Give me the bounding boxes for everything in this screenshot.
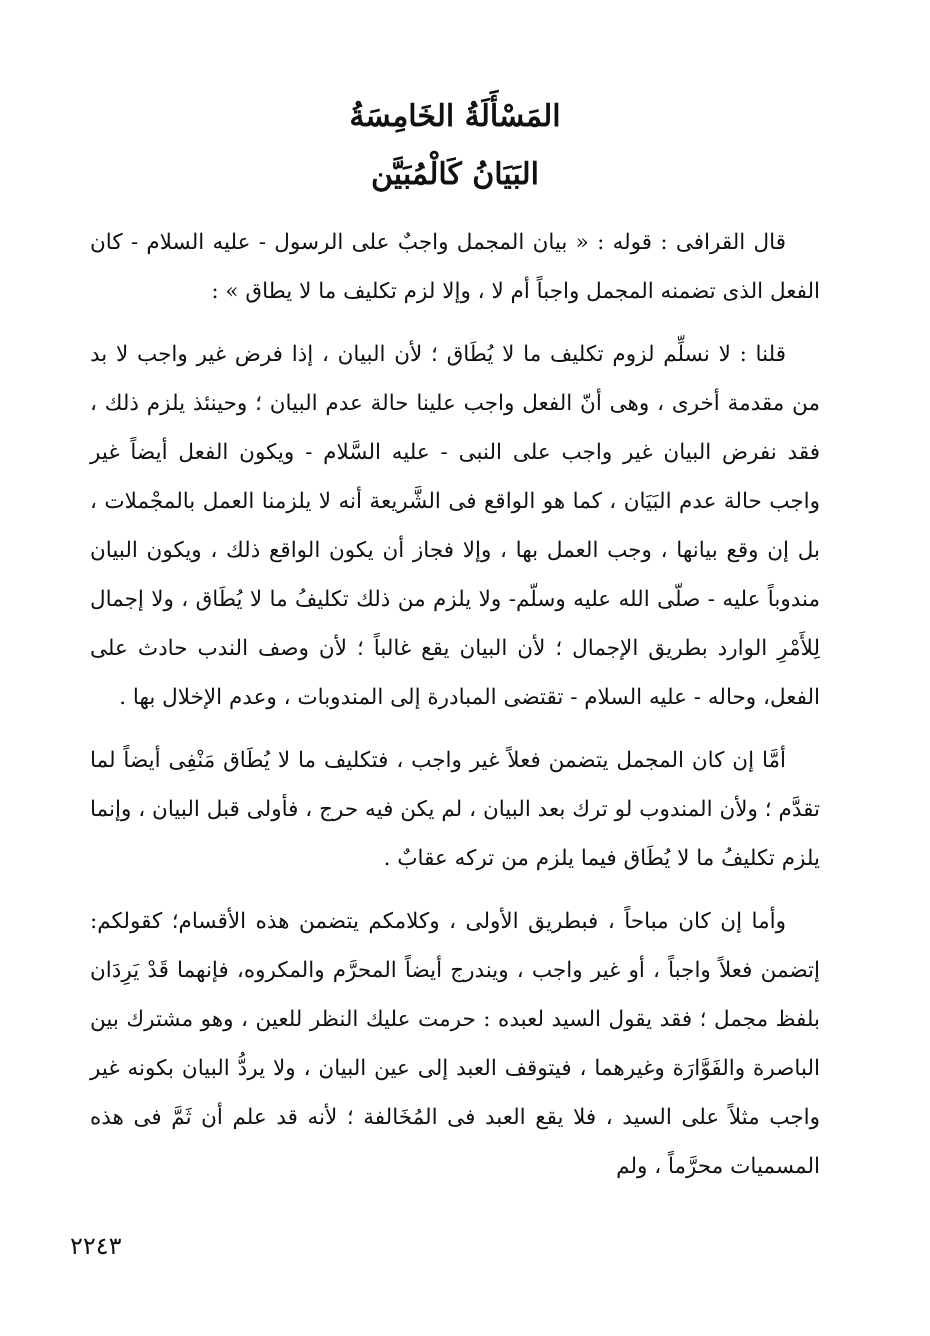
document-page <box>90 80 820 1191</box>
chapter-title: المَسْأَلَةُ الخَامِسَةُ <box>349 99 561 134</box>
paragraph-response: قلنا : لا نسلِّم لزوم تكليف ما لا يُطَاق ؛ لأن البيان ، إذا فرض غير واجب لا بد من مقدمة أخرى ، وهى أنّ الفعل واجب علينا حالة عدم البيان ؛ وحينئذ يلزم ذلك ، فقد نفرض البيان غير واجب على النبى - عليه السَّلام - ويكون الفعل أيضاً غير واجب حالة عدم البَيَان ، كما هو الواقع فى الشَّريعة أنه لا يلزمنا العمل بالمجْملات ، بل إن وقع بيانها ، وجب العمل بها ، وإلا فجاز أن يكون الواقع ذلك ، ويكون البيان مندوباً عليه - صلّى الله عليه وسلّم- ولا يلزم من ذلك تكليفُ ما لا يُطَاق ، ولا إجمال لِلأَمْرِ الوارد بطريق الإجمال ؛ لأن البيان يقع غالباً ؛ لأن وصف الندب حادث على الفعل، وحاله - عليه السلام - تقتضى المبادرة إلى المندوبات ، وعدم الإخلال بها . <box>90 342 820 710</box>
paragraph-quote: قال القرافى : قوله : « بيان المجمل واجبٌ على الرسول - عليه السلام - كان الفعل الذى تضمنه المجمل واجباً أم لا ، وإلا لزم تكليف ما لا يطاق » : <box>90 230 820 304</box>
paragraph-non-obligatory: أمَّا إن كان المجمل يتضمن فعلاً غير واجب ، فتكليف ما لا يُطَاق مَنْفِى أيضاً لما تقدَّم ؛ ولأن المندوب لو ترك بعد البيان ، لم يكن فيه حرج ، فأولى قبل البيان ، وإنما يلزم تكليفُ ما لا يُطَاق فيما يلزم من تركه عقابٌ . <box>90 748 820 871</box>
paragraph-permissible: وأما إن كان مباحاً ، فبطريق الأولى ، وكلامكم يتضمن هذه الأقسام؛ كقولكم: إتضمن فعلاً واجباً ، أو غير واجب ، ويندرج أيضاً المحرَّم والمكروه، فإنهما قَدْ يَرِدَان بلفظ مجمل ؛ فقد يقول السيد لعبده : حرمت عليك النظر للعين ، وهو مشترك بين الباصرة والفَوَّارَة وغيرهما ، فيتوقف العبد إلى عين البيان ، ولا يردُّ البيان بكونه غير واجب مثلاً على السيد ، فلا يقع العبد فى المُخَالفة ؛ لأنه قد علم أن ثَمَّ فى هذه المسميات محرَّماً ، ولم <box>90 909 820 1179</box>
page-number: ٢٢٤٣ <box>70 1232 122 1260</box>
chapter-subtitle: البَيَانُ كَالْمُبَيَّن <box>370 157 540 192</box>
